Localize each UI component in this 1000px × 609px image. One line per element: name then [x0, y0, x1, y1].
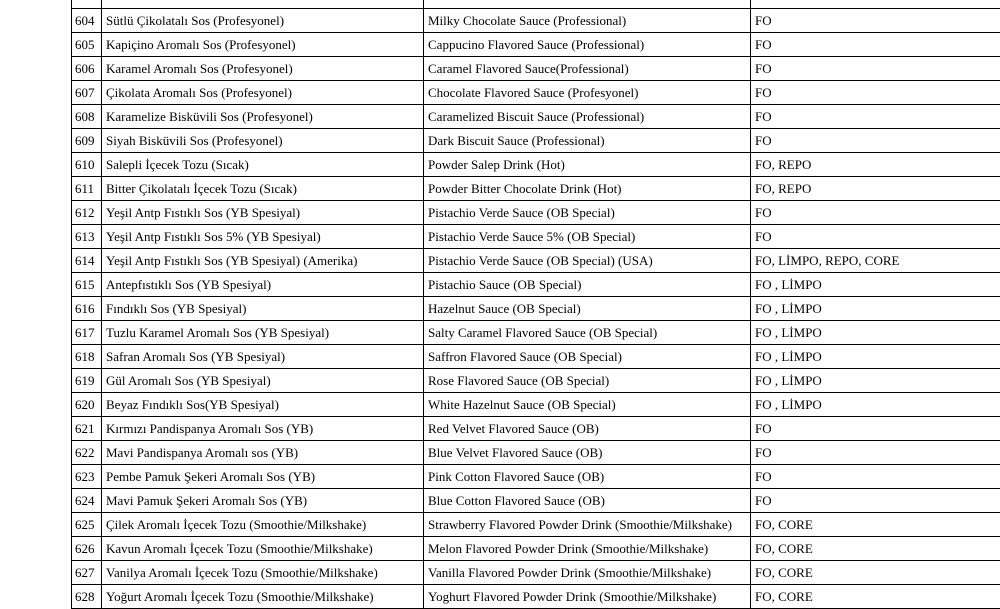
english-name: Blue Cotton Flavored Sauce (OB): [424, 489, 751, 513]
turkish-name: Vanilya Aromalı İçecek Tozu (Smoothie/Milkshake): [102, 561, 424, 585]
table-row: [72, 273, 1000, 297]
english-name: Caramelized Biscuit Sauce (Professional): [424, 105, 751, 129]
turkish-name: Mavi Pandispanya Aromalı sos (YB): [102, 441, 424, 465]
row-number: 609: [72, 129, 102, 153]
category-codes: FO: [751, 33, 1000, 57]
english-name: Powder Salep Drink (Hot): [424, 153, 751, 177]
row-number: 611: [72, 177, 102, 201]
row-number: 617: [72, 321, 102, 345]
english-name: Chocolate Flavored Sauce (Profesyonel): [424, 81, 751, 105]
row-number: 622: [72, 441, 102, 465]
category-codes: [751, 0, 1000, 9]
category-codes: FO, CORE: [751, 537, 1000, 561]
english-name: [424, 0, 751, 9]
turkish-name: Yeşil Antp Fıstıklı Sos (YB Spesiyal): [102, 201, 424, 225]
category-codes: FO , LİMPO: [751, 297, 1000, 321]
row-number: 626: [72, 537, 102, 561]
english-name: Melon Flavored Powder Drink (Smoothie/Milkshake): [424, 537, 751, 561]
turkish-name: Salepli İçecek Tozu (Sıcak): [102, 153, 424, 177]
english-name: Saffron Flavored Sauce (OB Special): [424, 345, 751, 369]
turkish-name: Karamelize Bisküvili Sos (Profesyonel): [102, 105, 424, 129]
turkish-name: Yeşil Antp Fıstıklı Sos 5% (YB Spesiyal): [102, 225, 424, 249]
row-number: 608: [72, 105, 102, 129]
table-row: [72, 417, 1000, 441]
table-row: [72, 513, 1000, 537]
english-name: Hazelnut Sauce (OB Special): [424, 297, 751, 321]
turkish-name: Kırmızı Pandispanya Aromalı Sos (YB): [102, 417, 424, 441]
product-table-body: [72, 0, 1000, 609]
table-row: [72, 81, 1000, 105]
turkish-name: Yeşil Antp Fıstıklı Sos (YB Spesiyal) (Amerika): [102, 249, 424, 273]
turkish-name: Pembe Pamuk Şekeri Aromalı Sos (YB): [102, 465, 424, 489]
table-row: [72, 177, 1000, 201]
turkish-name: Antepfıstıklı Sos (YB Spesiyal): [102, 273, 424, 297]
table-row: [72, 0, 1000, 9]
turkish-name: Sütlü Çikolatalı Sos (Profesyonel): [102, 9, 424, 33]
category-codes: FO: [751, 57, 1000, 81]
english-name: Pistachio Verde Sauce (OB Special) (USA): [424, 249, 751, 273]
english-name: Salty Caramel Flavored Sauce (OB Special): [424, 321, 751, 345]
row-number: [72, 0, 102, 9]
row-number: 627: [72, 561, 102, 585]
table-row: [72, 105, 1000, 129]
english-name: Cappucino Flavored Sauce (Professional): [424, 33, 751, 57]
category-codes: FO: [751, 201, 1000, 225]
category-codes: FO , LİMPO: [751, 273, 1000, 297]
turkish-name: [102, 0, 424, 9]
table-row: [72, 441, 1000, 465]
turkish-name: Kavun Aromalı İçecek Tozu (Smoothie/Milkshake): [102, 537, 424, 561]
category-codes: FO: [751, 105, 1000, 129]
row-number: 612: [72, 201, 102, 225]
turkish-name: Çilek Aromalı İçecek Tozu (Smoothie/Milkshake): [102, 513, 424, 537]
row-number: 613: [72, 225, 102, 249]
table-row: [72, 345, 1000, 369]
category-codes: FO: [751, 129, 1000, 153]
english-name: Blue Velvet Flavored Sauce (OB): [424, 441, 751, 465]
category-codes: FO, CORE: [751, 561, 1000, 585]
turkish-name: Safran Aromalı Sos (YB Spesiyal): [102, 345, 424, 369]
table-row: [72, 465, 1000, 489]
turkish-name: Kapiçino Aromalı Sos (Profesyonel): [102, 33, 424, 57]
row-number: 607: [72, 81, 102, 105]
english-name: Rose Flavored Sauce (OB Special): [424, 369, 751, 393]
row-number: 628: [72, 585, 102, 609]
table-row: [72, 393, 1000, 417]
table-row: [72, 321, 1000, 345]
turkish-name: Mavi Pamuk Şekeri Aromalı Sos (YB): [102, 489, 424, 513]
row-number: 606: [72, 57, 102, 81]
turkish-name: Fındıklı Sos (YB Spesiyal): [102, 297, 424, 321]
category-codes: FO, LİMPO, REPO, CORE: [751, 249, 1000, 273]
category-codes: FO , LİMPO: [751, 321, 1000, 345]
category-codes: FO , LİMPO: [751, 393, 1000, 417]
category-codes: FO: [751, 489, 1000, 513]
document-page: [71, 0, 1000, 609]
english-name: Strawberry Flavored Powder Drink (Smoothie/Milkshake): [424, 513, 751, 537]
english-name: Pistachio Sauce (OB Special): [424, 273, 751, 297]
table-row: [72, 249, 1000, 273]
row-number: 618: [72, 345, 102, 369]
row-number: 621: [72, 417, 102, 441]
table-row: [72, 9, 1000, 33]
row-number: 604: [72, 9, 102, 33]
row-number: 624: [72, 489, 102, 513]
turkish-name: Yoğurt Aromalı İçecek Tozu (Smoothie/Milkshake): [102, 585, 424, 609]
table-row: [72, 537, 1000, 561]
turkish-name: Karamel Aromalı Sos (Profesyonel): [102, 57, 424, 81]
english-name: Pistachio Verde Sauce (OB Special): [424, 201, 751, 225]
row-number: 619: [72, 369, 102, 393]
english-name: Milky Chocolate Sauce (Professional): [424, 9, 751, 33]
english-name: Pistachio Verde Sauce 5% (OB Special): [424, 225, 751, 249]
category-codes: FO, CORE: [751, 513, 1000, 537]
english-name: Caramel Flavored Sauce(Professional): [424, 57, 751, 81]
english-name: Dark Biscuit Sauce (Professional): [424, 129, 751, 153]
turkish-name: Bitter Çikolatalı İçecek Tozu (Sıcak): [102, 177, 424, 201]
table-row: [72, 225, 1000, 249]
table-row: [72, 153, 1000, 177]
table-row: [72, 201, 1000, 225]
turkish-name: Tuzlu Karamel Aromalı Sos (YB Spesiyal): [102, 321, 424, 345]
row-number: 615: [72, 273, 102, 297]
category-codes: FO: [751, 465, 1000, 489]
english-name: Pink Cotton Flavored Sauce (OB): [424, 465, 751, 489]
table-row: [72, 33, 1000, 57]
row-number: 623: [72, 465, 102, 489]
turkish-name: Beyaz Fındıklı Sos(YB Spesiyal): [102, 393, 424, 417]
english-name: White Hazelnut Sauce (OB Special): [424, 393, 751, 417]
turkish-name: Çikolata Aromalı Sos (Profesyonel): [102, 81, 424, 105]
table-row: [72, 369, 1000, 393]
row-number: 620: [72, 393, 102, 417]
table-row: [72, 585, 1000, 609]
category-codes: FO: [751, 9, 1000, 33]
category-codes: FO , LİMPO: [751, 345, 1000, 369]
english-name: Powder Bitter Chocolate Drink (Hot): [424, 177, 751, 201]
category-codes: FO, REPO: [751, 153, 1000, 177]
table-row: [72, 561, 1000, 585]
turkish-name: Gül Aromalı Sos (YB Spesiyal): [102, 369, 424, 393]
category-codes: FO: [751, 225, 1000, 249]
row-number: 605: [72, 33, 102, 57]
category-codes: FO, REPO: [751, 177, 1000, 201]
row-number: 616: [72, 297, 102, 321]
category-codes: FO: [751, 81, 1000, 105]
category-codes: FO , LİMPO: [751, 369, 1000, 393]
row-number: 610: [72, 153, 102, 177]
product-table: [71, 0, 1000, 609]
table-row: [72, 297, 1000, 321]
table-row: [72, 489, 1000, 513]
category-codes: FO: [751, 417, 1000, 441]
table-row: [72, 57, 1000, 81]
english-name: Yoghurt Flavored Powder Drink (Smoothie/Milkshake): [424, 585, 751, 609]
english-name: Red Velvet Flavored Sauce (OB): [424, 417, 751, 441]
category-codes: FO, CORE: [751, 585, 1000, 609]
turkish-name: Siyah Bisküvili Sos (Profesyonel): [102, 129, 424, 153]
row-number: 625: [72, 513, 102, 537]
english-name: Vanilla Flavored Powder Drink (Smoothie/Milkshake): [424, 561, 751, 585]
category-codes: FO: [751, 441, 1000, 465]
row-number: 614: [72, 249, 102, 273]
table-row: [72, 129, 1000, 153]
